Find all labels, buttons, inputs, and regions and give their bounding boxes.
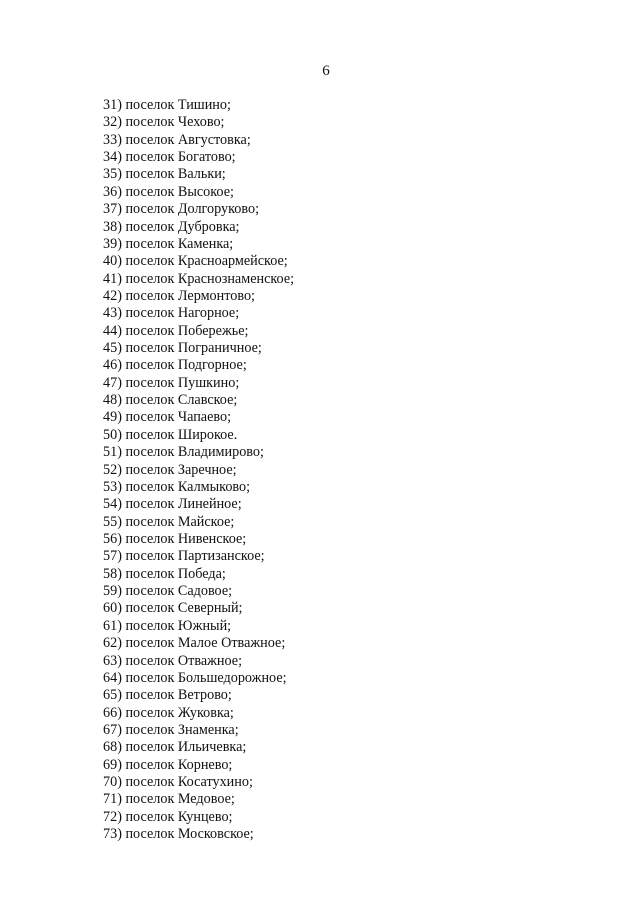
list-item: 34) поселок Богатово; [103, 149, 236, 166]
list-item: 60) поселок Северный; [103, 600, 243, 617]
list-item: 43) поселок Нагорное; [103, 305, 240, 322]
list-item: 38) поселок Дубровка; [103, 218, 240, 235]
list-item: 49) поселок Чапаево; [103, 409, 232, 426]
list-item: 67) поселок Знаменка; [103, 721, 239, 738]
list-item: 58) поселок Победа; [103, 565, 226, 582]
list-item: 52) поселок Заречное; [103, 461, 237, 478]
list-item: 62) поселок Малое Отважное; [103, 635, 286, 652]
list-item: 39) поселок Каменка; [103, 235, 234, 252]
list-item: 48) поселок Славское; [103, 392, 238, 409]
list-item: 64) поселок Большедорожное; [103, 669, 287, 686]
list-item: 56) поселок Нивенское; [103, 530, 247, 547]
list-item: 50) поселок Широкое. [103, 426, 238, 443]
list-item: 33) поселок Августовка; [103, 131, 251, 148]
list-item: 37) поселок Долгоруково; [103, 201, 260, 218]
list-item: 45) поселок Пограничное; [103, 340, 262, 357]
list-item: 46) поселок Подгорное; [103, 357, 247, 374]
list-item: 61) поселок Южный; [103, 617, 232, 634]
list-item: 32) поселок Чехово; [103, 114, 225, 131]
list-item: 36) поселок Высокое; [103, 183, 234, 200]
list-item: 73) поселок Московское; [103, 826, 254, 843]
list-item: 35) поселок Вальки; [103, 166, 226, 183]
list-item: 47) поселок Пушкино; [103, 374, 240, 391]
list-item: 59) поселок Садовое; [103, 583, 233, 600]
list-item: 41) поселок Краснознаменское; [103, 270, 295, 287]
list-item: 40) поселок Красноармейское; [103, 253, 288, 270]
list-item: 69) поселок Корнево; [103, 756, 233, 773]
list-item: 57) поселок Партизанское; [103, 548, 265, 565]
list-item: 55) поселок Майское; [103, 513, 235, 530]
settlement-list [103, 97, 294, 843]
list-item: 51) поселок Владимирово; [103, 444, 264, 461]
list-item: 68) поселок Ильичевка; [103, 739, 247, 756]
list-item: 31) поселок Тишино; [103, 97, 231, 113]
list-item: 72) поселок Кунцево; [103, 808, 233, 825]
list-item: 53) поселок Калмыково; [103, 478, 251, 495]
list-item: 71) поселок Медовое; [103, 791, 235, 808]
page-number: 6 [322, 63, 330, 79]
list-item: 70) поселок Косатухино; [103, 774, 253, 791]
list-item: 65) поселок Ветрово; [103, 687, 232, 704]
list-item: 66) поселок Жуковка; [103, 704, 234, 721]
list-item: 63) поселок Отважное; [103, 652, 243, 669]
list-item: 44) поселок Побережье; [103, 322, 249, 339]
list-item: 54) поселок Линейное; [103, 496, 242, 513]
list-item: 42) поселок Лермонтово; [103, 287, 255, 304]
